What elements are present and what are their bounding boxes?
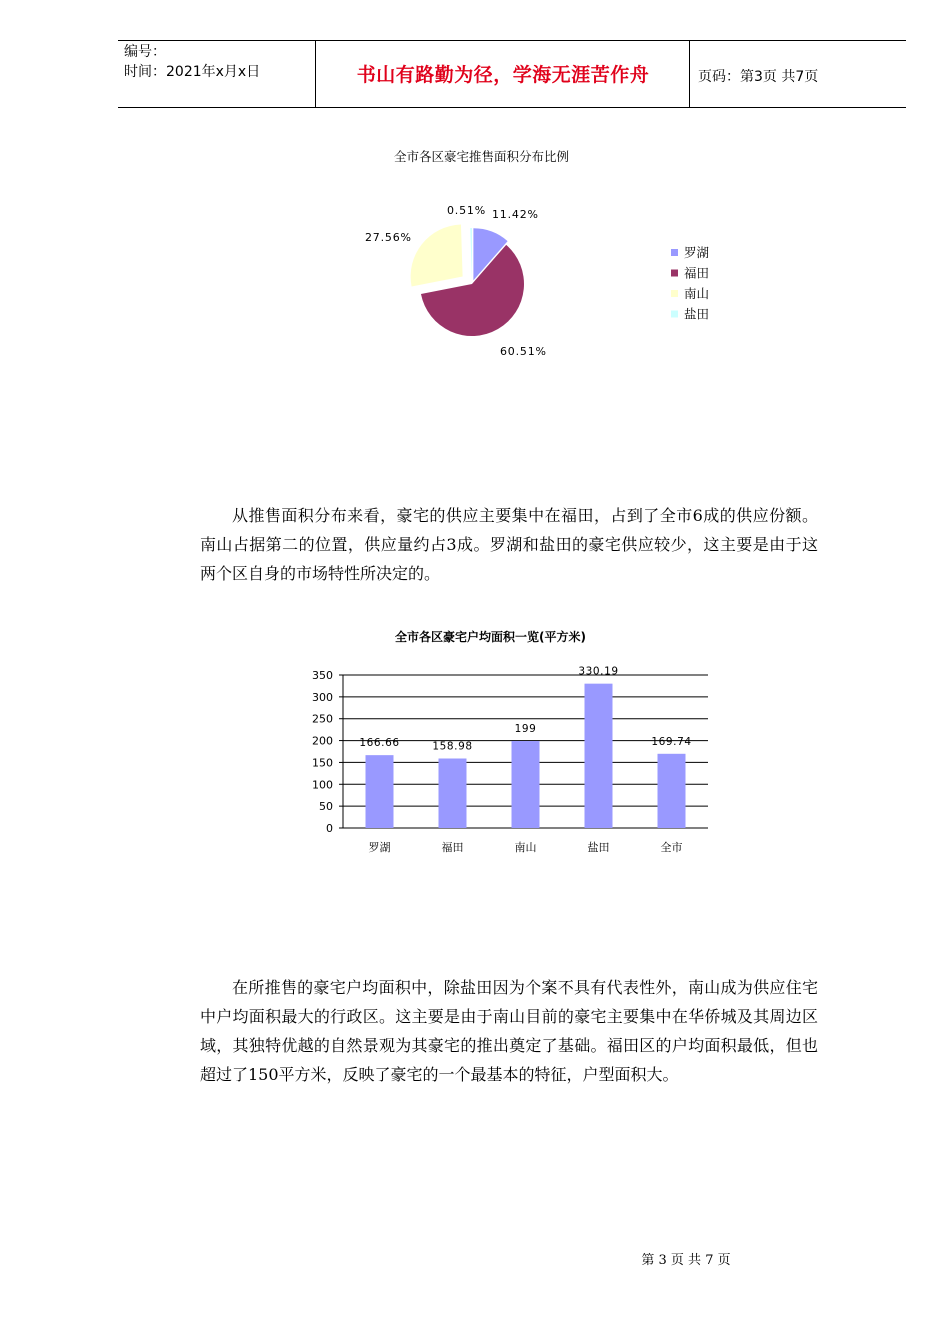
pie-legend-label-2: 福田 xyxy=(684,265,710,281)
bar-chart xyxy=(0,655,950,875)
header-meta xyxy=(124,42,260,82)
bar-3 xyxy=(512,741,540,828)
bar-1 xyxy=(366,755,394,828)
pie-data-label-2: 60.51% xyxy=(500,345,547,358)
pie-slice-3 xyxy=(411,225,463,287)
bar-category-label-1: 罗湖 xyxy=(368,841,391,854)
bar-data-label-3: 199 xyxy=(514,723,537,736)
pie-data-label-4: 0.51% xyxy=(447,204,486,217)
bar-data-label-4: 330.19 xyxy=(578,665,619,678)
pie-chart xyxy=(0,190,950,420)
pie-legend-swatch-2 xyxy=(671,270,678,277)
page-footer: 第 3 页 共 7 页 xyxy=(641,1253,731,1268)
header-time-label: 时间：2021年x月x日 xyxy=(124,64,261,80)
paragraph-1 xyxy=(200,501,818,588)
bar-chart-title: 全市各区豪宅户均面积一览(平方米) xyxy=(395,630,586,644)
pie-legend-swatch-1 xyxy=(671,249,678,256)
pie-slice-4 xyxy=(470,228,472,280)
pie-legend-swatch-4 xyxy=(671,311,678,318)
bar-4 xyxy=(585,684,613,828)
pie-legend-label-1: 罗湖 xyxy=(684,245,710,260)
pie-legend-label-4: 盐田 xyxy=(684,306,710,322)
bar-data-label-2: 158.98 xyxy=(432,740,473,753)
header-divider-right xyxy=(689,40,690,108)
paragraph-2 xyxy=(200,973,818,1089)
bar-data-label-1: 166.66 xyxy=(359,737,400,750)
pie-legend-swatch-3 xyxy=(671,290,678,297)
bar-ytick-label-3: 150 xyxy=(312,756,333,770)
pie-data-label-1: 11.42% xyxy=(492,208,539,221)
paragraph-2-text: 在所推售的豪宅户均面积中，除盐田因为个案不具有代表性外，南山成为供应住宅中户均面积最大的行政区。这主要是由于南山目前的豪宅主要集中在华侨城及其周边区域，其独特优越的自然景观为其豪宅的推出奠定了基础。福田区的户均面积最低，但也超过了150平方米，反映了豪宅的一个最基本的特征，户型面积大。 xyxy=(200,978,818,1084)
bar-ytick-label-5: 250 xyxy=(312,712,333,726)
bar-data-label-5: 169.74 xyxy=(651,735,692,748)
pie-legend-label-3: 南山 xyxy=(684,286,710,301)
pie-chart-title: 全市各区豪宅推售面积分布比例 xyxy=(394,149,570,164)
bar-5 xyxy=(658,754,686,828)
bar-category-label-2: 福田 xyxy=(441,841,464,854)
bar-ytick-label-2: 100 xyxy=(312,778,333,792)
header-divider-left xyxy=(315,40,316,108)
bar-ytick-label-4: 200 xyxy=(312,734,333,748)
bar-category-label-4: 盐田 xyxy=(587,841,610,854)
header-bottom-rule xyxy=(118,107,906,108)
bar-ytick-label-6: 300 xyxy=(312,690,333,704)
bar-category-label-3: 南山 xyxy=(514,841,537,854)
bar-ytick-label-1: 50 xyxy=(319,800,333,814)
header-top-rule xyxy=(118,40,906,41)
bar-ytick-label-7: 350 xyxy=(312,669,333,682)
header-number-label: 编号： xyxy=(124,44,166,60)
bar-category-label-5: 全市 xyxy=(660,841,683,854)
header-motto: 书山有路勤为径，学海无涯苦作舟 xyxy=(356,64,650,86)
paragraph-1-text: 从推售面积分布来看，豪宅的供应主要集中在福田，占到了全市6成的供应份额。南山占据第二的位置，供应量约占3成。罗湖和盐田的豪宅供应较少，这主要是由于这两个区自身的市场特性所决定的。 xyxy=(200,506,818,583)
pie-data-label-3: 27.56% xyxy=(365,231,412,244)
header-page-label: 页码：第3页 共7页 xyxy=(698,69,819,85)
bar-2 xyxy=(439,759,467,828)
bar-ytick-label-0: 0 xyxy=(326,822,333,835)
